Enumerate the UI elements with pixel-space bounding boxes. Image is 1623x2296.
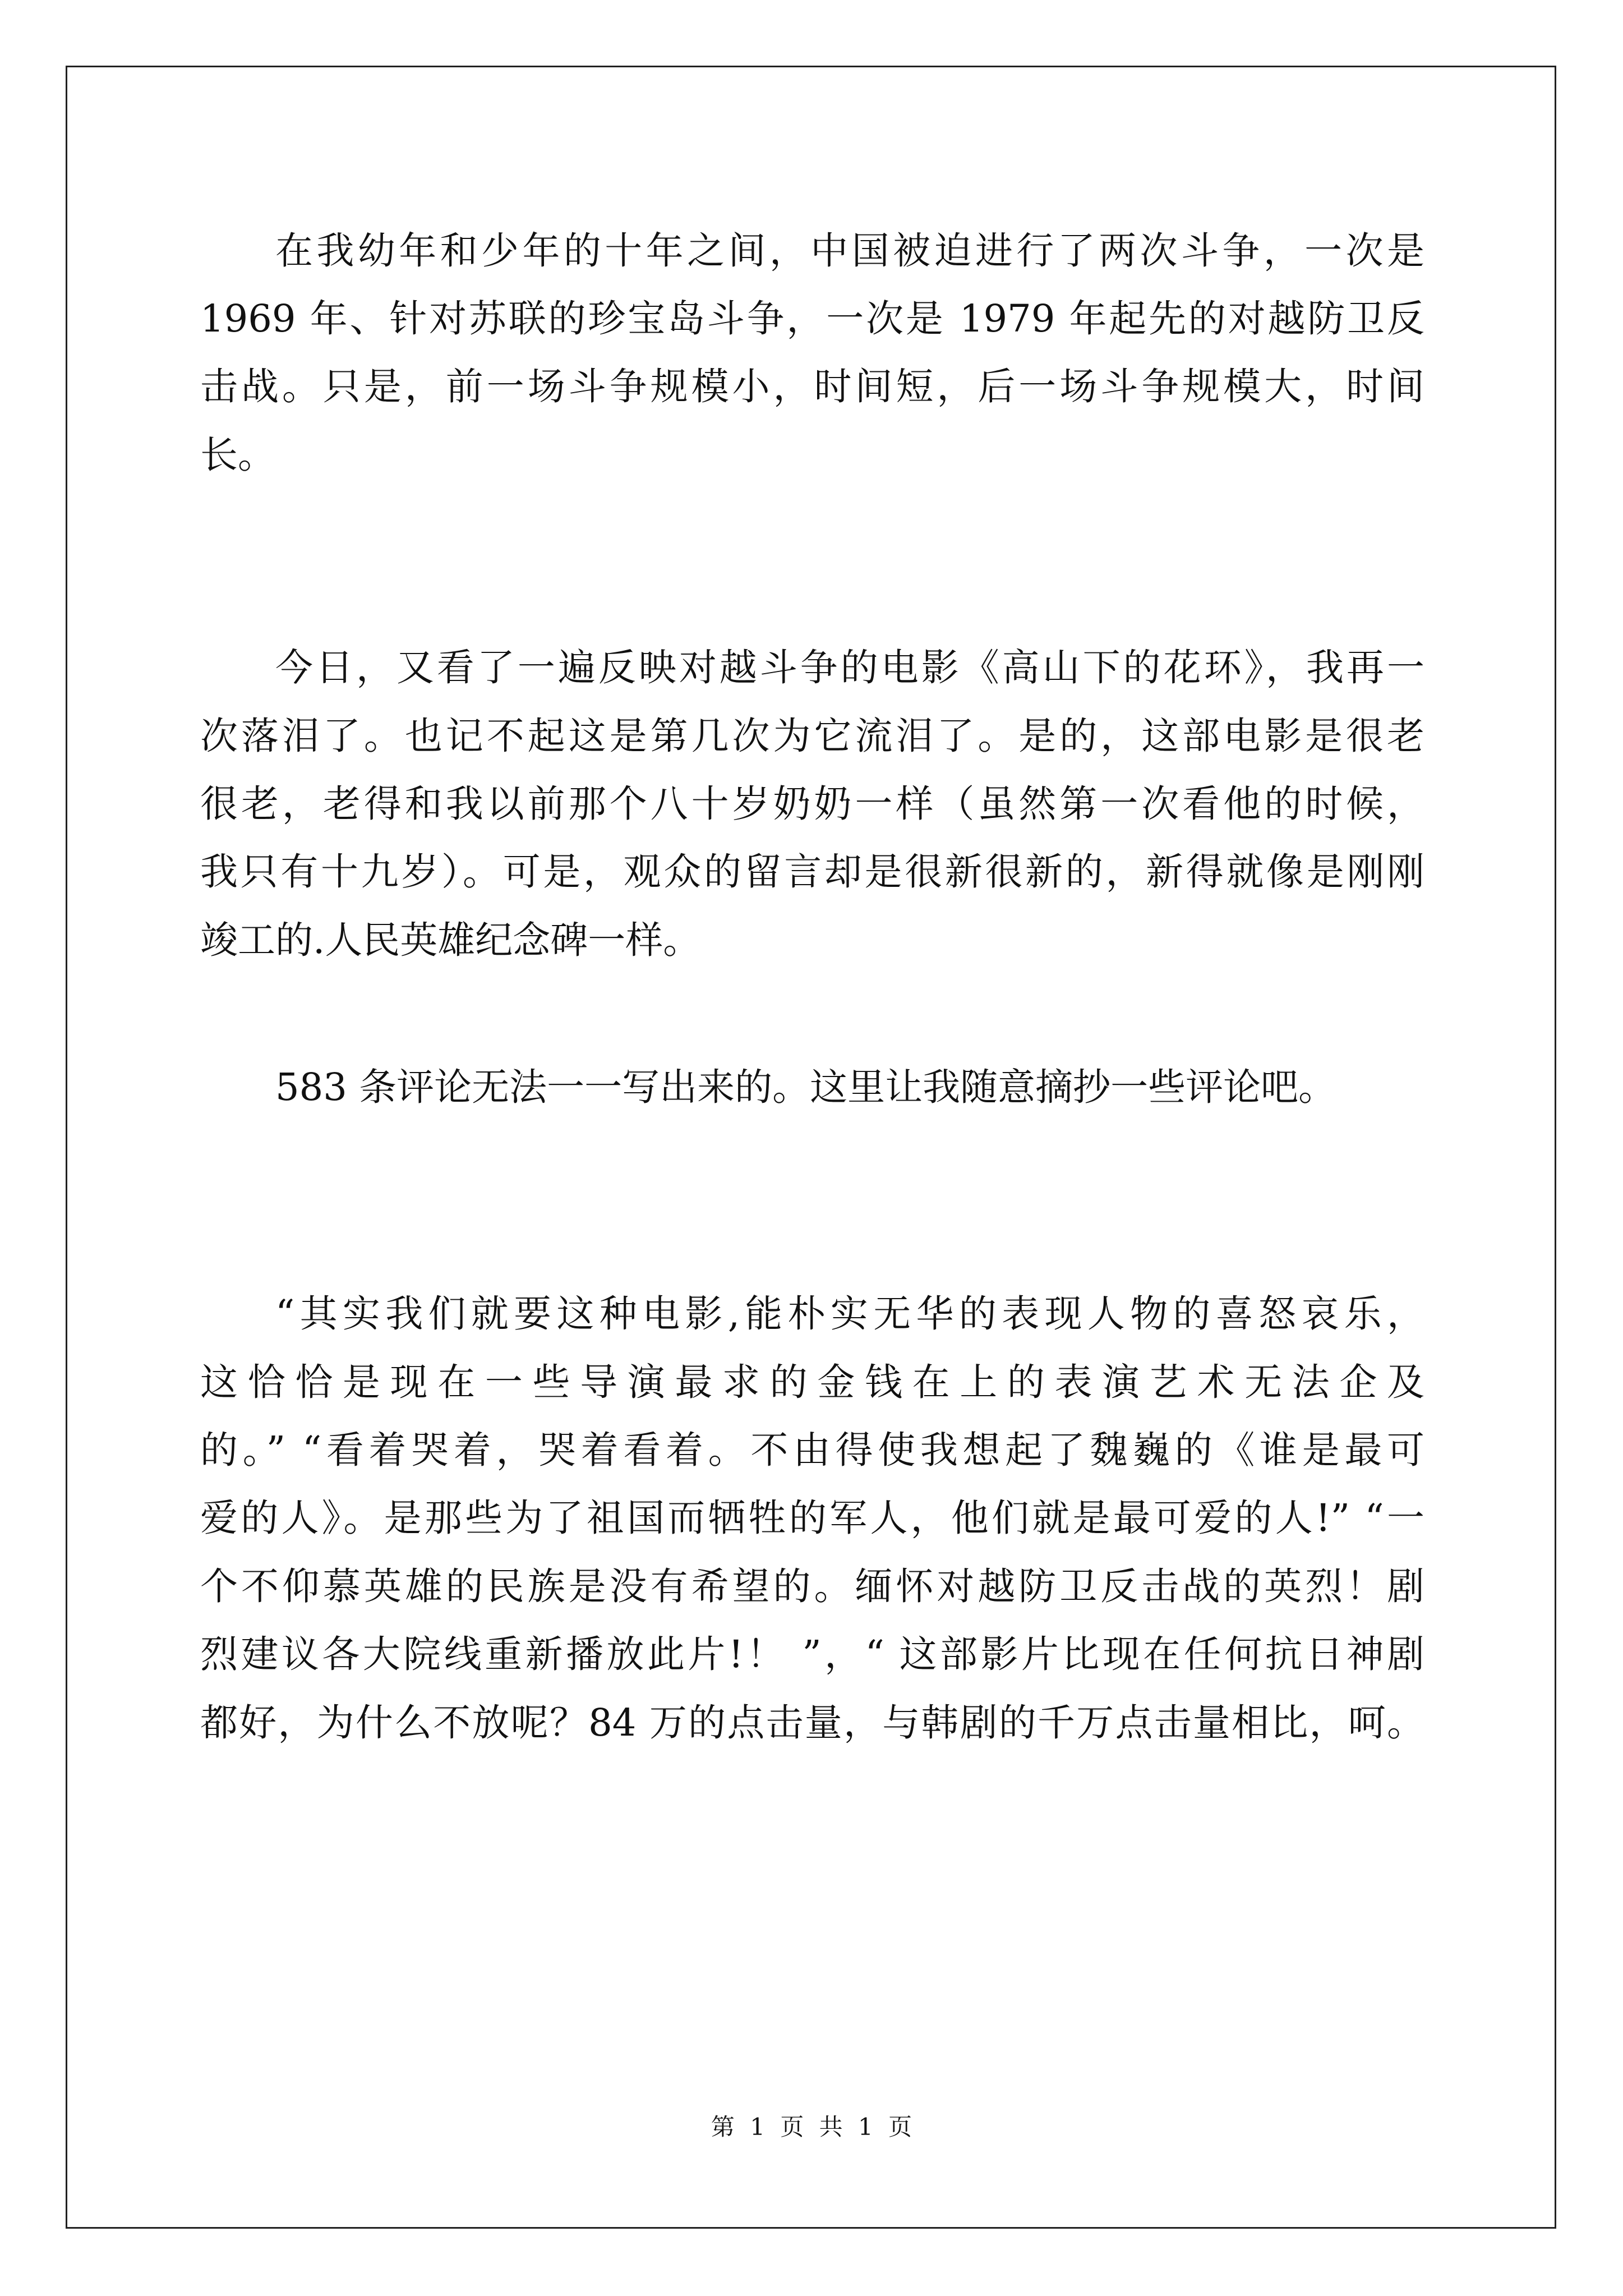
text-line: 在我幼年和少年的十年之间，中国被迫进行了两次斗争，一次是 (275, 229, 1424, 273)
text-line: 爱的人》。是那些为了祖国而牺牲的军人，他们就是最可爱的人!” “一 (200, 1496, 1424, 1540)
text-line: 烈建议各大院线重新播放此片!！ ”，“ 这部影片比现在任何抗日神剧 (200, 1632, 1424, 1676)
text-line: 583 条评论无法一一写出来的。这里让我随意摘抄一些评论吧。 (275, 1065, 1336, 1109)
text-line: 长。 (200, 433, 275, 477)
text-line: 都好，为什么不放呢？84 万的点击量，与韩剧的千万点击量相比，呵。 (200, 1701, 1424, 1745)
text-line: 今日，又看了一遍反映对越斗争的电影《高山下的花环》，我再一 (275, 646, 1424, 689)
text-line: 竣工的.人民英雄纪念碑一样。 (200, 918, 701, 962)
text-line: “其实我们就要这种电影,能朴实无华的表现人物的喜怒哀乐， (275, 1292, 1424, 1336)
text-line: 击战。只是，前一场斗争规模小，时间短，后一场斗争规模大，时间 (200, 365, 1424, 408)
page-number-footer: 第 1 页 共 1 页 (711, 2113, 912, 2141)
text-line: 个不仰慕英雄的民族是没有希望的。缅怀对越防卫反击战的英烈！剧 (200, 1565, 1424, 1608)
text-line: 我只有十九岁）。可是，观众的留言却是很新很新的，新得就像是刚刚 (200, 850, 1424, 894)
text-line: 很老，老得和我以前那个八十岁奶奶一样（虽然第一次看他的时候， (200, 782, 1424, 826)
text-line: 1969 年、针对苏联的珍宝岛斗争，一次是 1979 年起先的对越防卫反 (200, 297, 1424, 341)
text-line: 这恰恰是现在一些导演最求的金钱在上的表演艺术无法企及 (200, 1360, 1424, 1404)
text-line: 的。” “看着哭着，哭着看着。不由得使我想起了魏巍的《谁是最可 (200, 1428, 1424, 1472)
text-line: 次落泪了。也记不起这是第几次为它流泪了。是的，这部电影是很老 (200, 714, 1424, 758)
